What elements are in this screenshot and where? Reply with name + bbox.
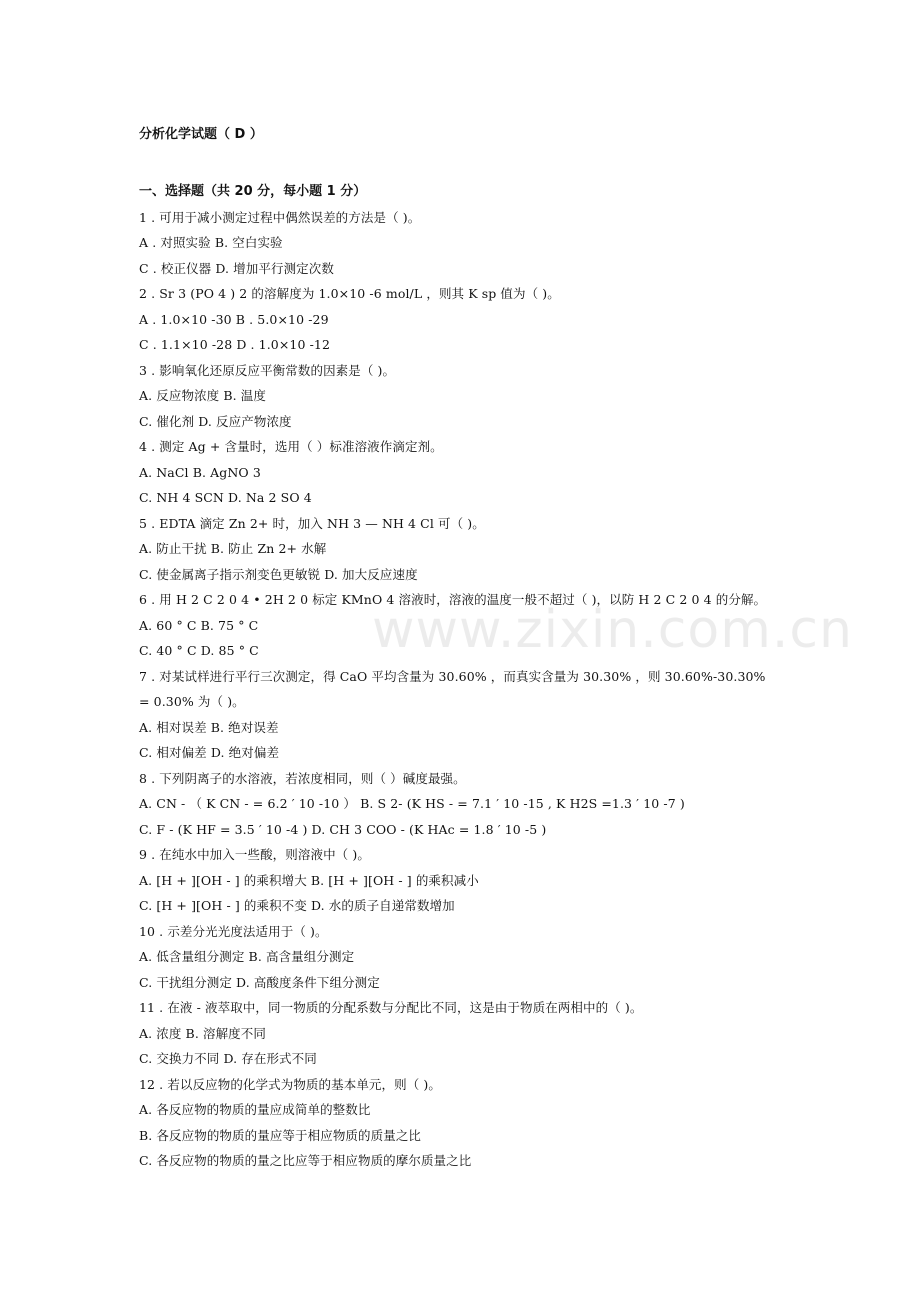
spacer [139,147,819,179]
text-line: A. 低含量组分测定 B. 高含量组分测定 [139,949,355,964]
text-line: A. 浓度 B. 溶解度不同 [139,1025,266,1041]
document-title: 分析化学试题（ D ） [139,127,263,142]
text-line: C. 催化剂 D. 反应产物浓度 [139,413,292,429]
text-line: A. 相对误差 B. 绝对误差 [139,719,279,735]
text-line: 10 . 示差分光光度法适用于（ )。 [139,923,328,939]
text-line: A . 1.0×10 -30 B . 5.0×10 -29 [139,311,329,327]
question-list [139,205,819,1174]
text-line: 2 . Sr 3 (PO 4 ) 2 的溶解度为 1.0×10 -6 mol/L ，则其 K sp 值为（ )。 [139,286,560,301]
text-line: B. 各反应物的物质的量应等于相应物质的质量之比 [139,1127,422,1143]
text-line: 9 . 在纯水中加入一些酸，则溶液中（ )。 [139,847,370,862]
text-line: 6 . 用 H 2 C 2 0 4 • 2H 2 0 标定 KMnO 4 溶液时，溶液的温度一般不超过（ )，以防 H 2 C 2 0 4 的分解。 [139,592,767,607]
text-line: A . 对照实验 B. 空白实验 [139,235,283,250]
text-line: A. NaCl B. AgNO 3 [139,464,261,480]
text-line: C . 1.1×10 -28 D . 1.0×10 -12 [139,337,331,352]
text-line: 8 . 下列阴离子的水溶液，若浓度相同，则（ ）碱度最强。 [139,770,466,786]
text-line: C. 相对偏差 D. 绝对偏差 [139,745,280,760]
text-line: C. 使金属离子指示剂变色更敏锐 D. 加大反应速度 [139,566,418,582]
text-line: C . 校正仪器 D. 增加平行测定次数 [139,260,334,276]
text-line: = 0.30% 为（ )。 [139,694,245,709]
text-line: 11 . 在液 - 液萃取中，同一物质的分配系数与分配比不同，这是由于物质在两相中的（ )。 [139,1000,643,1015]
text-line: A. CN - （ K CN - = 6.2 ′ 10 -10 ） B. S 2- (K HS - = 7.1 ′ 10 -15 , K H2S =1.3 ′ 10 -7 ) [139,796,685,811]
text-line: C. NH 4 SCN D. Na 2 SO 4 [139,490,312,505]
text-line: 5 . EDTA 滴定 Zn 2+ 时，加入 NH 3 — NH 4 Cl 可（ )。 [139,515,485,531]
text-line: 4 . 测定 Ag + 含量时，选用（ ）标准溶液作滴定剂。 [139,439,443,454]
text-line: 7 . 对某试样进行平行三次测定，得 CaO 平均含量为 30.60% ，而真实含量为 30.30% ，则 30.60%-30.30% [139,668,766,684]
text-line: C. 40 ° C D. 85 ° C [139,643,259,658]
document-page [139,122,819,1174]
text-line: C. 各反应物的物质的量之比应等于相应物质的摩尔质量之比 [139,1153,472,1168]
text-line: C. 干扰组分测定 D. 高酸度条件下组分测定 [139,974,380,990]
text-line: A. [H + ][OH - ] 的乘积增大 B. [H + ][OH - ] 的乘积减小 [139,872,479,888]
text-line: A. 60 ° C B. 75 ° C [139,617,259,633]
text-line: C. [H + ][OH - ] 的乘积不变 D. 水的质子自递常数增加 [139,898,455,913]
text-line: 12 . 若以反应物的化学式为物质的基本单元，则（ )。 [139,1076,441,1092]
text-line: C. 交换力不同 D. 存在形式不同 [139,1051,317,1066]
text-line: A. 反应物浓度 B. 温度 [139,388,266,403]
text-line: C. F - (K HF = 3.5 ′ 10 -4 ) D. CH 3 COO - (K HAc = 1.8 ′ 10 -5 ) [139,821,547,837]
text-line: A. 各反应物的物质的量应成简单的整数比 [139,1102,371,1117]
text-line: 1 . 可用于减小测定过程中偶然误差的方法是（ )。 [139,209,421,225]
section-heading: 一、选择题（共 20 分，每小题 1 分） [139,184,367,199]
watermark: www.zixin.com.cn [372,600,853,660]
text-line: 3 . 影响氧化还原反应平衡常数的因素是（ )。 [139,362,396,378]
text-line: A. 防止干扰 B. 防止 Zn 2+ 水解 [139,541,327,556]
